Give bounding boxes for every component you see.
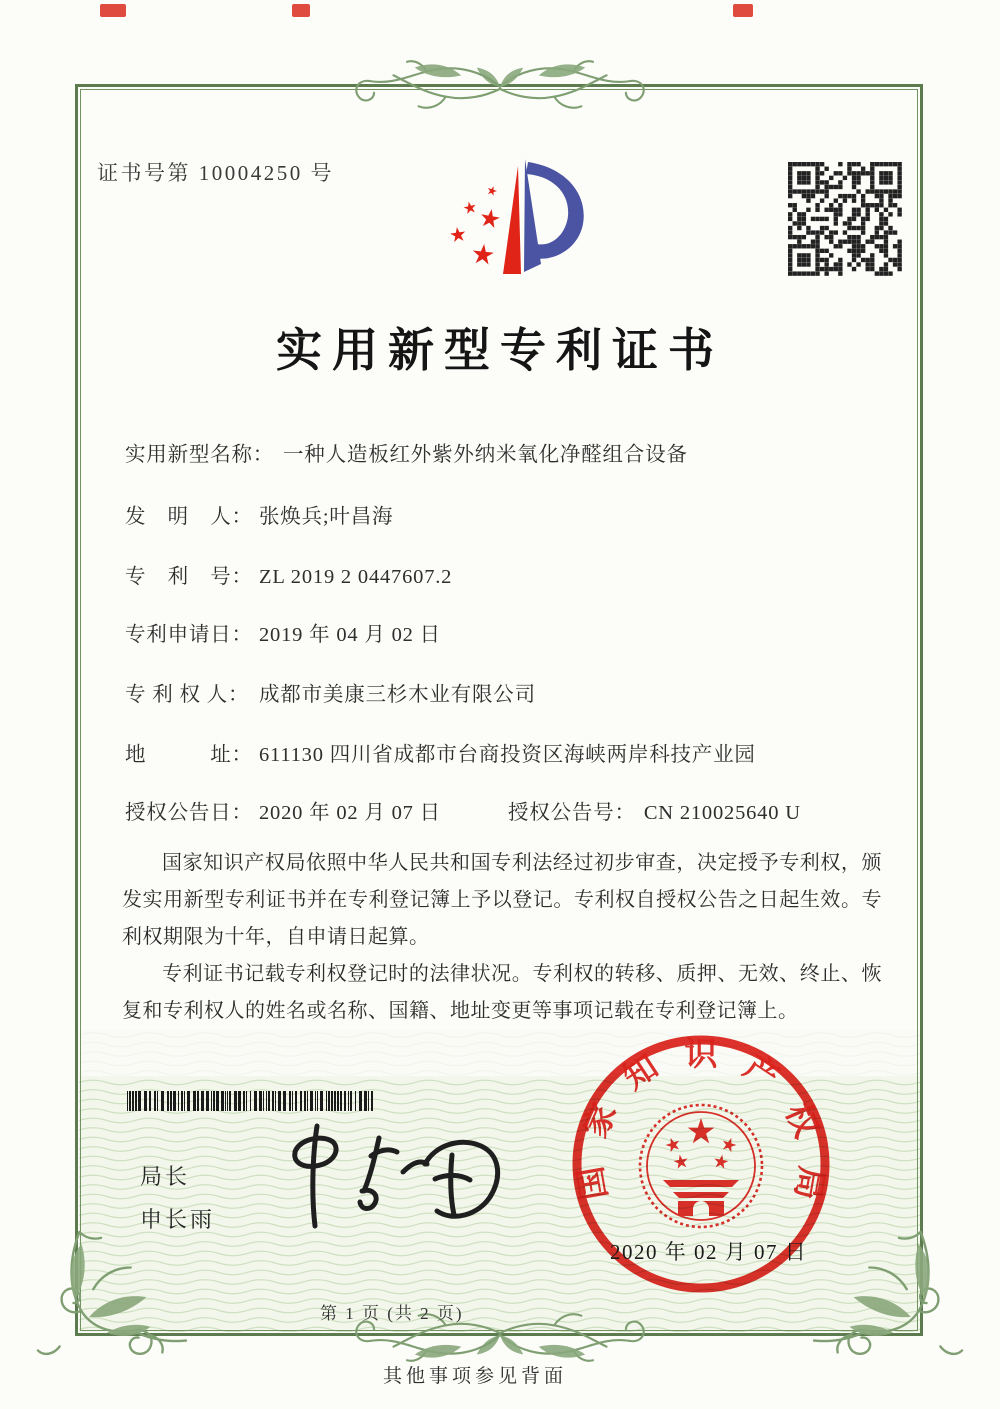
svg-text:权: 权 <box>778 1098 825 1144</box>
field-row-filing-date <box>125 617 441 647</box>
field-row-patentee <box>125 677 536 707</box>
svg-text:产: 产 <box>737 1048 785 1098</box>
scan-artifact <box>292 4 310 17</box>
legal-paragraph-2: 专利证书记载专利权登记时的法律状况。专利权的转移、质押、无效、终止、恢复和专利权人的姓名或名称、国籍、地址变更等事项记载在专利登记簿上。 <box>122 963 882 1022</box>
field-label: 发 明 人： <box>125 506 253 528</box>
field-value: 2019 年 04 月 02 日 <box>259 624 441 646</box>
national-emblem <box>640 1105 762 1227</box>
seal-ring-text <box>572 1036 829 1202</box>
svg-text:局: 局 <box>787 1163 829 1203</box>
legal-paragraph-1: 国家知识产权局依照中华人民共和国专利法经过初步审查，决定授予专利权，颁发实用新型专利证书并在专利登记簿上予以登记。专利权自授权公告之日起生效。专利权期限为十年，自申请日起算。 <box>122 852 882 948</box>
signer-name: 申长雨 <box>140 1207 216 1232</box>
top-scroll-ornament <box>340 54 660 116</box>
cnipa-patent-logo <box>420 146 595 286</box>
field-row-inventor <box>125 499 393 529</box>
field-value: CN 210025640 U <box>643 802 801 824</box>
logo-stars <box>449 185 501 265</box>
qr-code <box>788 162 902 276</box>
field-row-address <box>125 737 756 767</box>
corner-flourish-bottom-left <box>30 1228 188 1386</box>
certificate-number: 证书号第 10004250 号 <box>97 161 334 185</box>
field-label: 专 利 权 人： <box>125 684 250 706</box>
scan-artifact <box>733 4 753 17</box>
document-title: 实用新型专利证书 <box>276 325 724 376</box>
page-number: 第 1 页 (共 2 页) <box>320 1304 464 1323</box>
svg-text:知: 知 <box>617 1048 665 1098</box>
field-label: 实用新型名称： <box>125 444 275 466</box>
signer-title: 局长 <box>140 1164 191 1189</box>
field-row-grant <box>125 795 801 825</box>
barcode <box>127 1091 376 1111</box>
grant-no-pair <box>508 795 801 825</box>
field-row-name <box>125 437 688 467</box>
field-value: 2020 年 02 月 07 日 <box>259 802 441 824</box>
field-value: 611130 四川省成都市台商投资区海峡两岸科技产业园 <box>259 744 756 766</box>
field-label: 专利申请日： <box>125 624 253 646</box>
legal-text <box>122 845 882 1030</box>
field-label: 地 址： <box>125 744 253 766</box>
logo-red-wedge <box>503 166 521 274</box>
back-side-note: 其他事项参见背面 <box>383 1366 568 1387</box>
field-value: 一种人造板红外紫外纳米氧化净醛组合设备 <box>283 444 688 466</box>
field-label: 专 利 号： <box>125 566 253 588</box>
seal-date: 2020 年 02 月 07 日 <box>610 1240 808 1264</box>
field-value: ZL 2019 2 0447607.2 <box>259 566 453 588</box>
scan-artifact <box>100 4 126 17</box>
field-value: 成都市美康三杉木业有限公司 <box>259 684 536 706</box>
handwritten-signature <box>275 1112 510 1240</box>
svg-text:识: 识 <box>684 1037 718 1073</box>
svg-text:家: 家 <box>577 1098 624 1144</box>
field-label: 授权公告号： <box>508 802 636 824</box>
svg-text:国: 国 <box>573 1163 615 1203</box>
field-value: 张焕兵;叶昌海 <box>259 506 394 528</box>
field-row-patent-no <box>125 559 452 589</box>
field-label: 授权公告日： <box>125 802 253 824</box>
